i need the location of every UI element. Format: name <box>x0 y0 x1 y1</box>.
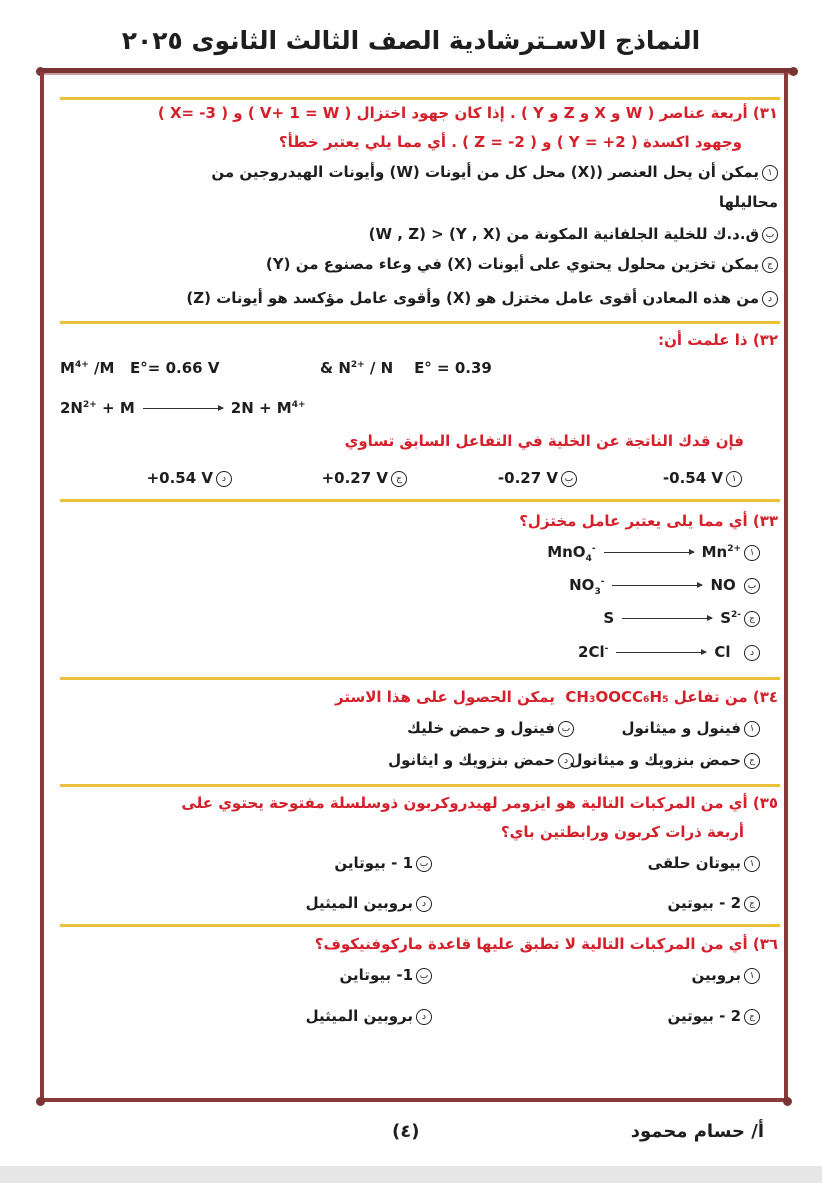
q32-option-d[interactable] <box>147 469 232 487</box>
option-text: حمض بنزويك و ميثانول <box>569 751 741 769</box>
marker-b-icon: ب <box>416 856 432 872</box>
marker-c-icon: ج <box>744 611 760 627</box>
marker-d-icon: د <box>416 896 432 912</box>
author-name: أ/ حسام محمود <box>630 1121 764 1142</box>
q36-option-d[interactable] <box>306 1007 432 1025</box>
arrow-icon <box>604 552 694 553</box>
q34-option-c[interactable] <box>569 751 760 769</box>
q35-option-a[interactable] <box>648 854 760 872</box>
marker-c-icon: ج <box>744 896 760 912</box>
q34-title: ٣٤) من تفاعل CH₃OOCC₆H₅ يمكن الحصول على هذا الاستر <box>335 688 778 706</box>
marker-c-icon: ج <box>744 753 760 769</box>
q33-title: ٣٣) أي مما يلى يعتبر عامل مختزل؟ <box>519 512 778 530</box>
separator <box>60 499 780 502</box>
marker-b-icon: ب <box>744 578 760 594</box>
separator <box>60 924 780 927</box>
option-text: 2 - بيوتين <box>667 1007 741 1025</box>
q35-option-c[interactable] <box>667 894 760 912</box>
q33-option-d[interactable]: د2Cl- Cl <box>578 643 760 661</box>
ester-formula: CH₃OOCC₆H₅ <box>565 688 669 706</box>
marker-b-icon: ب <box>558 721 574 737</box>
q35-option-d[interactable] <box>306 894 432 912</box>
option-text: بيوتان حلقى <box>647 854 741 872</box>
q32-prompt: فإن قدك الناتجة عن الخلية في التفاعل السابق تساوي <box>344 432 744 450</box>
marker-d-icon: د <box>762 291 778 307</box>
marker-b-icon: ب <box>416 968 432 984</box>
q32-option-b[interactable] <box>498 469 577 487</box>
option-text: يمكن تخزين محلول يحتوي على أيونات (X) في وعاء مصنوع من (Y) <box>265 255 759 273</box>
q34-option-a[interactable] <box>622 719 760 737</box>
q31-option-d[interactable] <box>186 289 778 307</box>
q36-option-a[interactable] <box>691 966 760 984</box>
option-text: +0.27 V <box>321 469 388 487</box>
marker-a-icon: ١ <box>744 721 760 737</box>
marker-c-icon: ج <box>744 1009 760 1025</box>
q32-option-a[interactable] <box>663 469 742 487</box>
q31-line2: وجهود اكسدة ( 2+ = Y ) و ( 2- = Z ) . أي مما يلي يعتبر خطأ؟ <box>278 133 742 151</box>
marker-b-icon: ب <box>762 227 778 243</box>
option-text: 2 - بيوتين <box>667 894 741 912</box>
option-text: بروبين الميثيل <box>305 894 413 912</box>
marker-a-icon: ١ <box>762 165 778 181</box>
m-e: E°= 0.66 V <box>130 359 220 377</box>
option-text: ق.د.ك للخلية الجلفانية المكونة من (Y , X) < (W , Z) <box>368 225 759 243</box>
option-text: بروبين <box>691 966 741 984</box>
q36-option-b[interactable] <box>340 966 432 984</box>
q32-equation: $2N^{2+} + M$ $2N + M^{4+}$ <box>60 399 306 417</box>
q36-title: ٣٦) أي من المركبات التالية لا تطبق عليها قاعدة ماركوفنيكوف؟ <box>314 935 778 953</box>
marker-d-icon: د <box>216 471 232 487</box>
option-text: -0.27 V <box>497 469 558 487</box>
q31-option-c[interactable] <box>266 255 778 273</box>
option-text: -0.54 V <box>662 469 723 487</box>
arrow-icon <box>622 618 712 619</box>
arrow-icon <box>616 652 706 653</box>
q33-option-c[interactable]: جS $S^{2-}$ <box>603 609 760 627</box>
bottom-bar <box>0 1166 822 1183</box>
page-title: النماذج الاسـترشادية الصف الثالث الثانوى ٢٠٢٥ <box>121 26 701 55</box>
n-label: N <box>338 359 351 377</box>
q31-line1: ٣١) أربعة عناصر ( W و X و Z و Y ) . إذا كان جهود اختزال ( V+ 1 = W ) و ( 3- =X ) <box>157 104 778 122</box>
marker-c-icon: ج <box>391 471 407 487</box>
rule-dot <box>36 1097 45 1106</box>
q32-n-potential: & $N^{2+}$ / N E° = 0.39 <box>320 359 492 377</box>
q32-m-potential: $M^{4+}$ /M E°= 0.66 V <box>60 359 220 377</box>
marker-d-icon: د <box>744 645 760 661</box>
q36-option-c[interactable] <box>667 1007 760 1025</box>
option-text: بروبين الميثيل <box>305 1007 413 1025</box>
q31-option-b[interactable] <box>369 225 778 243</box>
q33-option-b[interactable]: بNO$_3$- NO <box>569 576 760 597</box>
rule-dot <box>789 67 798 76</box>
q32-title: ٣٢) ذا علمت أن: <box>658 331 778 349</box>
page-number: (٤) <box>392 1121 420 1142</box>
option-text: +0.54 V <box>146 469 213 487</box>
marker-c-icon: ج <box>762 257 778 273</box>
q34-option-b[interactable] <box>407 719 574 737</box>
separator <box>60 784 780 787</box>
q32-option-c[interactable] <box>322 469 407 487</box>
marker-d-icon: د <box>416 1009 432 1025</box>
option-text: فينول و ميثانول <box>621 719 741 737</box>
arrow-icon <box>612 585 702 586</box>
q33-option-a[interactable]: ١MnO$_4$- $Mn^{2+}$ <box>547 543 760 564</box>
q31-option-a-cont: محاليلها <box>718 193 778 211</box>
marker-a-icon: ١ <box>744 856 760 872</box>
marker-a-icon: ١ <box>744 545 760 561</box>
q35-line1: ٣٥) أي من المركبات التالية هو ايزومر لهيدروكربون ذوسلسلة مفتوحة يحتوي على <box>181 794 778 812</box>
q31-option-a[interactable] <box>211 163 778 181</box>
option-text: يمكن أن يحل العنصر ((X) محل كل من أيونات (W) وأيونات الهيدروجين من <box>211 163 759 181</box>
option-text: من هذه المعادن أقوى عامل مختزل هو (X) وأقوى عامل مؤكسد هو أيونات (Z) <box>186 289 759 307</box>
q35-line2: أربعة ذرات كربون ورابطتين باي؟ <box>500 823 744 841</box>
n-e: E° = 0.39 <box>414 359 492 377</box>
separator <box>60 321 780 324</box>
m-label: M <box>60 359 75 377</box>
marker-a-icon: ١ <box>726 471 742 487</box>
separator <box>60 677 780 680</box>
option-text: 1- بيوتاين <box>339 966 413 984</box>
option-text: حمض بنزويك و ايثانول <box>388 751 555 769</box>
marker-d-icon: د <box>558 753 574 769</box>
option-text: 1 - بيوتاين <box>334 854 413 872</box>
marker-b-icon: ب <box>561 471 577 487</box>
option-text: فينول و حمض خليك <box>407 719 555 737</box>
q34-option-d[interactable] <box>388 751 574 769</box>
arrow-icon <box>143 408 223 409</box>
q35-option-b[interactable] <box>334 854 432 872</box>
marker-a-icon: ١ <box>744 968 760 984</box>
separator <box>60 97 780 100</box>
rule-dot <box>783 1097 792 1106</box>
